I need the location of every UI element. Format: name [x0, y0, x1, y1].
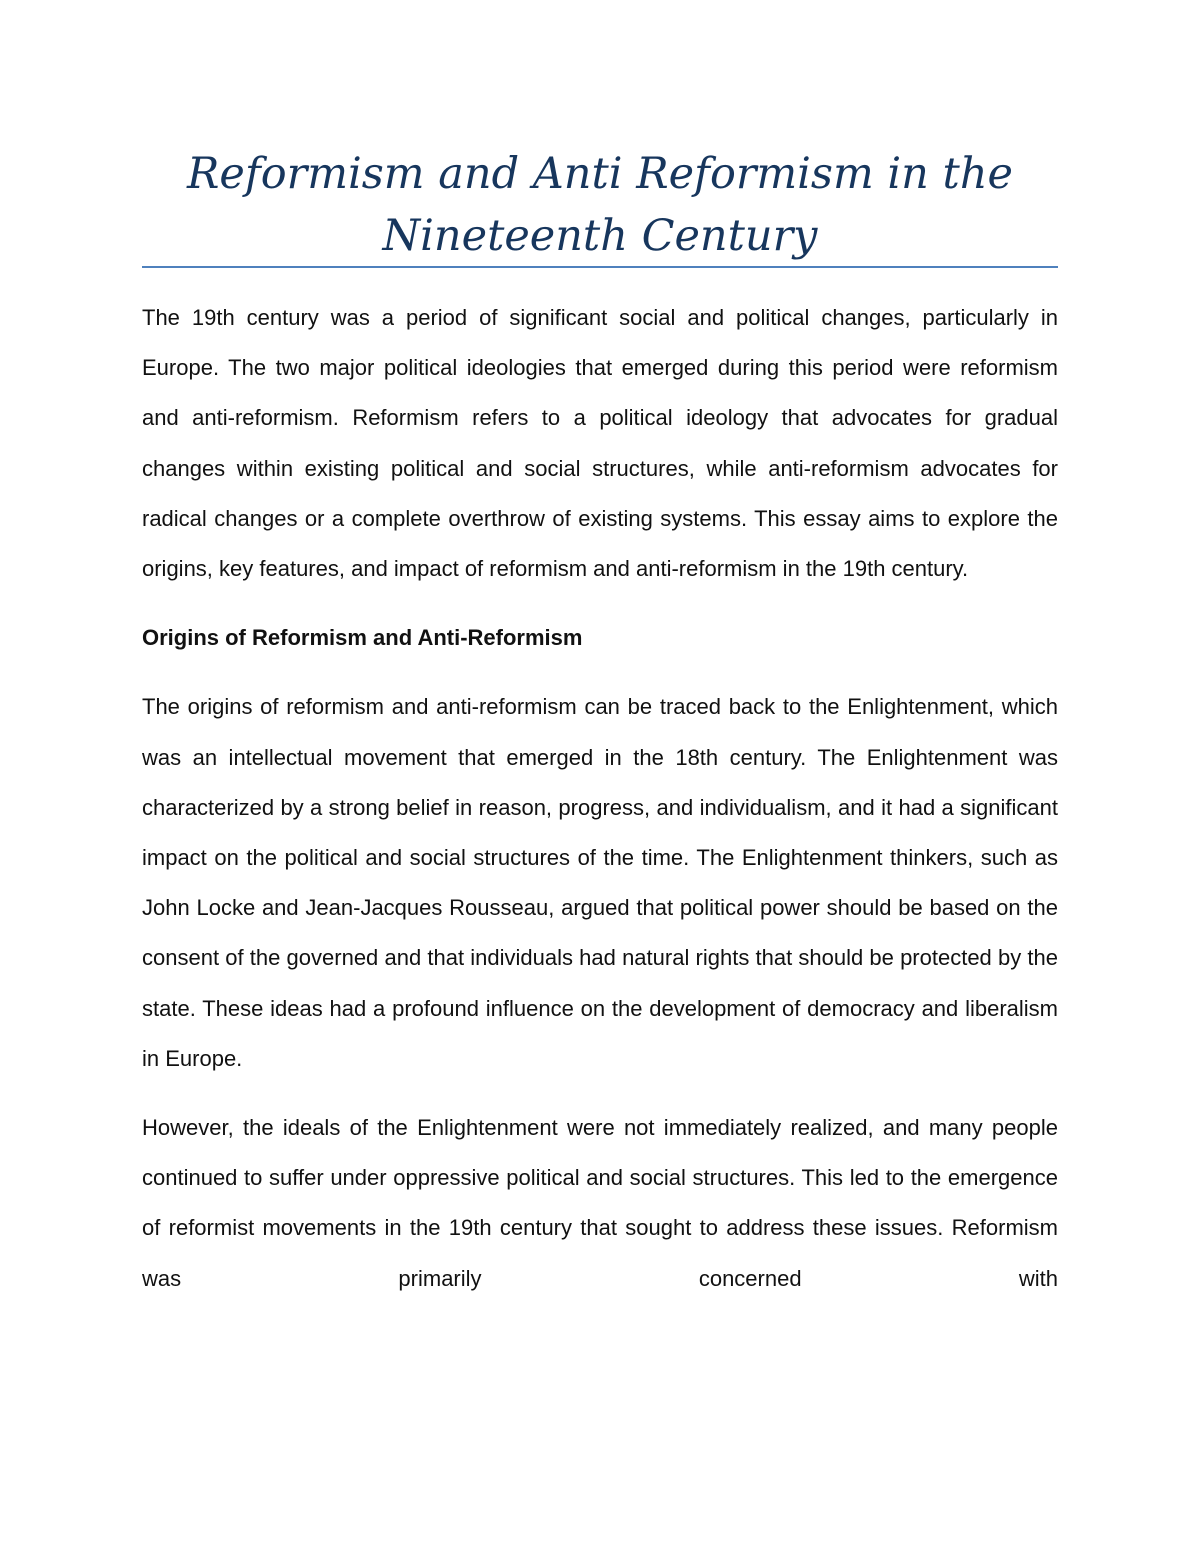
paragraph-origins: The origins of reformism and anti-reformism can be traced back to the Enlightenment, which was an intellectual movement that emerged in the 18th century. The Enlightenment was characterized by a strong belief in reason, progress, and individualism, and it had a significant impact on the political and social structures of the time. The Enlightenment thinkers, such as John Locke and Jean-Jacques Rousseau, argued that political power should be based on the consent of the governed and that individuals had natural rights that should be protected by the state. These ideas had a profound influence on the development of democracy and liberalism in Europe. [142, 694, 1058, 1071]
section-heading-origins: Origins of Reformism and Anti-Reformism [142, 625, 583, 651]
paragraph-however: However, the ideals of the Enlightenment were not immediately realized, and many people continued to suffer under oppressive political and social structures. This led to the emergence of reformist movements in the 19th century that sought to address these issues. Reformism was primarily concerned with [142, 1115, 1058, 1291]
document-title [142, 143, 1058, 267]
paragraph-intro: The 19th century was a period of significant social and political changes, particularly in Europe. The two major political ideologies that emerged during this period were reformism and anti-reformism. Reformism refers to a political ideology that advocates for gradual changes within existing political and social structures, while anti-reformism advocates for radical changes or a complete overthrow of existing systems. This essay aims to explore the origins, key features, and impact of reformism and anti-reformism in the 19th century. [142, 305, 1058, 582]
title-line-1: Reformism and Anti Reformism in the [187, 149, 1013, 199]
document-body [142, 293, 1058, 1323]
title-line-2: Nineteenth Century [382, 211, 818, 261]
title-divider [142, 266, 1058, 268]
